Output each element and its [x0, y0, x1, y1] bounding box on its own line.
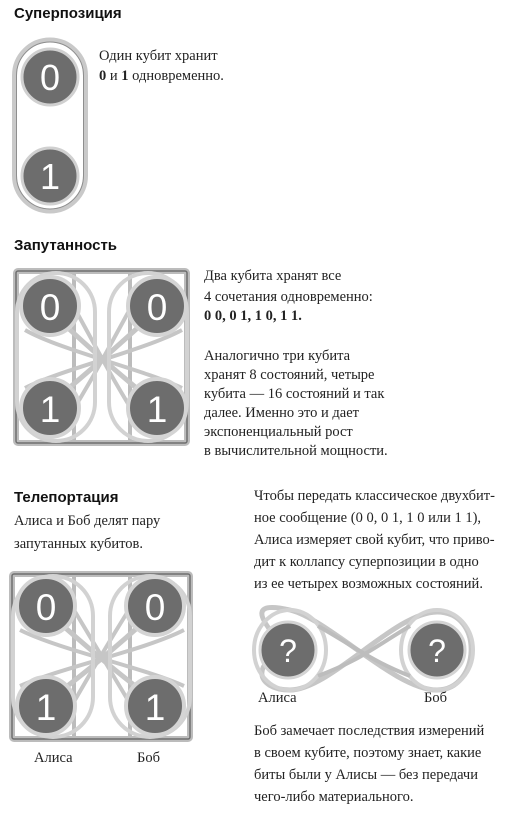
- entanglement-p2-line6: в вычислительной мощности.: [204, 443, 388, 459]
- entanglement-p2-line2: хранят 8 состояний, четыре: [204, 367, 375, 383]
- entangled-digit-bottom-left: 1: [39, 389, 61, 430]
- teleportation-bottom-line2: в своем кубите, поэтому знает, какие: [254, 745, 482, 761]
- teleport-digit-top-right: 0: [144, 587, 166, 628]
- teleportation-bottom-line3: биты были у Алисы — без передачи: [254, 767, 478, 783]
- teleportation-right-line2: ное сообщение (0 0, 0 1, 1 0 или 1 1),: [254, 510, 482, 526]
- superposition-text-line1: Один кубит хранит: [99, 48, 218, 64]
- teleportation-right-line1: Чтобы передать классическое двухбит-: [254, 488, 495, 504]
- teleportation-intro-line2: запутанных кубитов.: [14, 536, 143, 552]
- entanglement-p2-line5: экспоненциальный рост: [204, 424, 353, 440]
- entanglement-p1-line1: Два кубита хранят все: [204, 268, 342, 284]
- teleportation-bottom-line1: Боб замечает последствия измерений: [254, 723, 485, 739]
- teleportation-right-line3: Алиса измеряет свой кубит, что приво-: [254, 532, 495, 548]
- teleport-digit-bottom-left: 1: [35, 687, 57, 728]
- teleportation-heading: Телепортация: [14, 489, 119, 506]
- bob-question-mark: ?: [428, 633, 446, 669]
- infinity-label-alice: Алиса: [258, 690, 297, 706]
- teleport-label-alice: Алиса: [34, 750, 73, 766]
- teleportation-right-line4: дит к коллапсу суперпозиции в одно: [254, 554, 479, 570]
- superposition-heading: Суперпозиция: [14, 5, 122, 22]
- entanglement-p1-line2: 4 сочетания одновременно:: [204, 289, 373, 305]
- entanglement-p2-line4: далее. Именно это и дает: [204, 405, 359, 421]
- alice-question-mark: ?: [279, 633, 297, 669]
- teleportation-intro-line1: Алиса и Боб делят пару: [14, 513, 161, 529]
- entanglement-heading: Запутанность: [14, 237, 118, 254]
- teleportation-bottom-line4: чего-либо материального.: [254, 789, 414, 805]
- entanglement-p1-line3: 0 0, 0 1, 1 0, 1 1.: [204, 308, 302, 324]
- entangled-digit-bottom-right: 1: [146, 389, 168, 430]
- entangled-digit-top-left: 0: [39, 287, 61, 328]
- infinity-label-bob: Боб: [424, 690, 447, 706]
- superposition-text-line2: 0 и 1 одновременно.: [99, 68, 224, 84]
- teleport-digit-top-left: 0: [35, 587, 57, 628]
- entanglement-p2-line3: кубита — 16 состояний и так: [204, 386, 385, 402]
- teleportation-right-line5: из ее четырех возможных состояний.: [254, 576, 483, 592]
- entanglement-p2-line1: Аналогично три кубита: [204, 348, 351, 364]
- qubit-zero-digit: 0: [39, 57, 61, 98]
- teleport-digit-bottom-right: 1: [144, 687, 166, 728]
- entangled-digit-top-right: 0: [146, 287, 168, 328]
- qubit-one-digit: 1: [39, 156, 61, 197]
- teleport-label-bob: Боб: [137, 750, 160, 766]
